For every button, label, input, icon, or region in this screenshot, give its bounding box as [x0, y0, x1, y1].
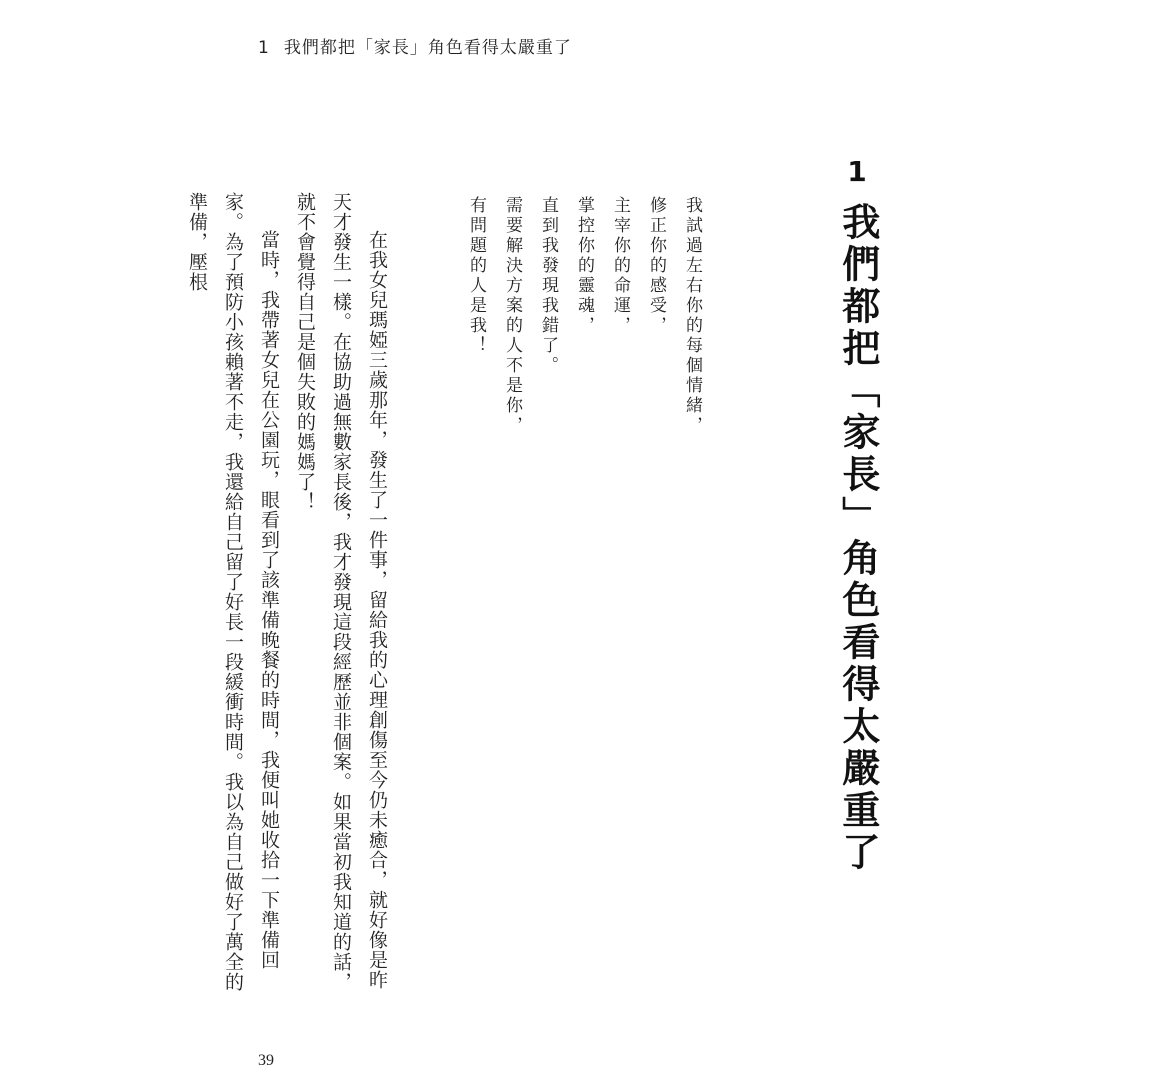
chapter-title: 我們都把「家長」角色看得太嚴重了: [835, 202, 880, 874]
page-number: 39: [258, 1052, 274, 1069]
running-head: [258, 33, 572, 58]
chapter-number: 1: [847, 155, 867, 188]
epigraph-line: 需要解決方案的人不是你，: [502, 196, 522, 436]
epigraph-line: 有問題的人是我！: [466, 196, 486, 356]
epigraph-line: 我試過左右你的每個情緒，: [682, 196, 702, 436]
body-paragraph: 當時，我帶著女兒在公園玩，眼看到了該準備晚餐的時間，我便叫她收拾一下準備回家。為了預防小孩賴著不走，我還給自己留了好長一段緩衝時間。我以為自己做好了萬全的準備，壓根: [186, 192, 280, 992]
epigraph-line: 掌控你的靈魂，: [574, 196, 594, 336]
running-head-number: 1: [258, 38, 270, 58]
body-text: [179, 192, 395, 992]
epigraph: [458, 196, 710, 456]
running-head-title: 我們都把「家長」角色看得太嚴重了: [283, 38, 572, 58]
chapter-heading: [822, 155, 892, 874]
epigraph-line: 修正你的感受，: [646, 196, 666, 336]
epigraph-line: 主宰你的命運，: [610, 196, 630, 336]
epigraph-line: 直到我發現我錯了。: [538, 196, 558, 376]
body-paragraph: 在我女兒瑪婭三歲那年，發生了一件事，留給我的心理創傷至今仍未癒合，就好像是昨天才發生一樣。在協助過無數家長後，我才發現這段經歷並非個案。如果當初我知道的話，就不會覺得自己是個失敗的媽媽了！: [294, 192, 388, 992]
